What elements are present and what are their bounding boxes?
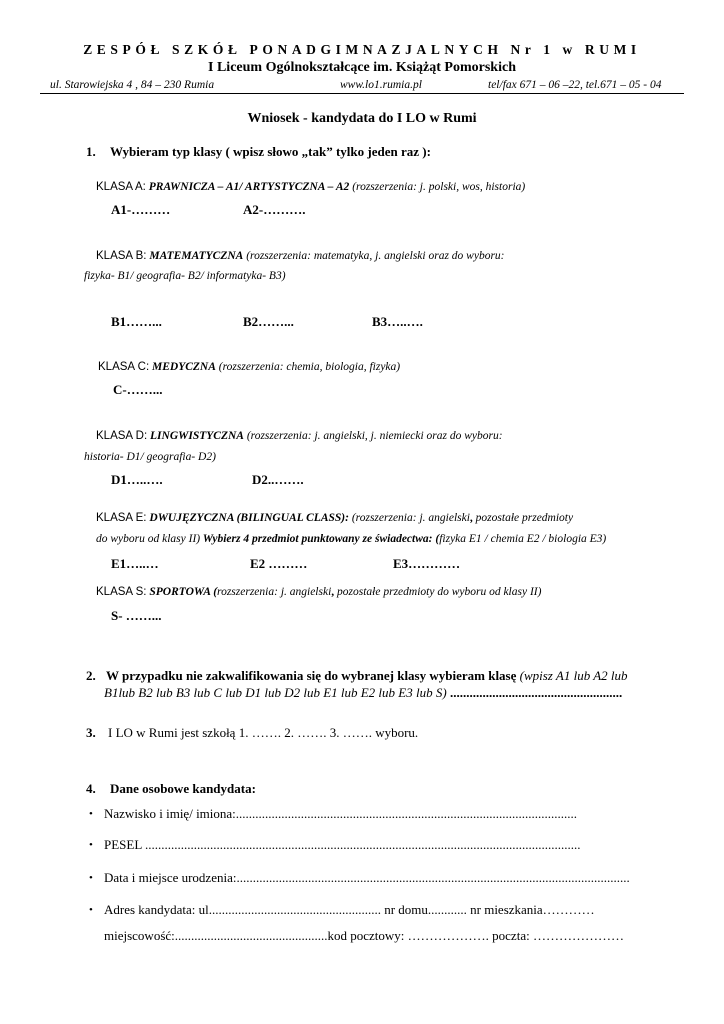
school-name: ZESPÓŁ SZKÓŁ PONADGIMNAZJALNYCH Nr 1 w RUMI bbox=[83, 42, 641, 57]
class-a-name: PRAWNICZA – A1/ ARTYSTYCZNA – A2 bbox=[148, 181, 350, 193]
class-c-name: MEDYCZNA bbox=[152, 361, 216, 373]
section2-number: 2. bbox=[86, 668, 96, 683]
class-d-option-d2[interactable]: D2..……. bbox=[252, 472, 304, 487]
class-c-line bbox=[98, 361, 400, 373]
class-c-label: KLASA C: bbox=[98, 361, 150, 373]
form-title: Wniosek - kandydata do I LO w Rumi bbox=[247, 111, 477, 126]
school-website: www.lo1.rumia.pl bbox=[340, 79, 422, 91]
bullet-icon: • bbox=[89, 872, 93, 884]
section2-blank[interactable]: ..................................................... bbox=[446, 685, 623, 700]
section3-text[interactable]: I LO w Rumi jest szkołą 1. ……. 2. ……. 3. ……. wyboru. bbox=[108, 725, 419, 740]
birth-field[interactable]: Data i miejsce urodzenia:......................................................................................................................... bbox=[104, 870, 630, 885]
lyceum-name: I Liceum Ogólnokształcące im. Książąt Pomorskich bbox=[208, 60, 516, 75]
section2-line2 bbox=[104, 685, 622, 701]
class-e-line2-start: do wyboru od klasy II) bbox=[96, 533, 201, 545]
section2-line1 bbox=[106, 668, 628, 684]
class-e-line2 bbox=[96, 533, 606, 545]
section1-number: 1. bbox=[86, 144, 96, 159]
class-e-option-e3[interactable]: E3………… bbox=[393, 556, 461, 571]
class-s-option[interactable]: S- ……... bbox=[111, 608, 162, 623]
class-d-name: LINGWISTYCZNA bbox=[150, 430, 244, 442]
name-field[interactable]: Nazwisko i imię/ imiona:......................................................................................................... bbox=[104, 806, 578, 821]
class-e-option-e1[interactable]: E1…..… bbox=[111, 556, 159, 571]
class-e-line2-bold: Wybierz 4 przedmiot punktowany ze świadectwa: ( bbox=[200, 533, 440, 545]
class-b-option-b1[interactable]: B1……... bbox=[111, 314, 162, 329]
class-s-line bbox=[96, 586, 541, 598]
class-s-label: KLASA S: bbox=[96, 586, 147, 598]
class-e-line bbox=[96, 512, 573, 524]
class-b-option-b2[interactable]: B2……... bbox=[243, 314, 294, 329]
class-b-label: KLASA B: bbox=[96, 250, 147, 262]
class-a-label: KLASA A: bbox=[96, 181, 146, 193]
class-b-line bbox=[96, 250, 505, 262]
class-b-name: MATEMATYCZNA bbox=[149, 250, 244, 262]
school-address: ul. Starowiejska 4 , 84 – 230 Rumia bbox=[50, 79, 215, 91]
class-d-desc2: historia- D1/ geografia- D2) bbox=[84, 451, 216, 463]
class-a-desc: (rozszerzenia: j. polski, wos, historia) bbox=[352, 181, 526, 193]
section1-heading: Wybieram typ klasy ( wpisz słowo „tak” tylko jeden raz ): bbox=[110, 144, 431, 159]
class-s-desc-rest: pozostałe przedmioty do wyboru od klasy II) bbox=[334, 586, 542, 598]
class-e-name: DWUJĘZYCZNA (BILINGUAL CLASS): bbox=[149, 512, 349, 524]
pesel-field[interactable]: PESEL ...................................................................................................................................... bbox=[104, 837, 581, 852]
class-d-label: KLASA D: bbox=[96, 430, 148, 442]
class-d-option-d1[interactable]: D1…..…. bbox=[111, 472, 163, 487]
class-b-desc2: fizyka- B1/ geografia- B2/ informatyka- B3) bbox=[84, 270, 286, 282]
class-c-option[interactable]: C-……... bbox=[113, 382, 163, 397]
header-divider bbox=[40, 93, 684, 94]
section2-hint1: (wpisz A1 lub A2 lub bbox=[519, 668, 628, 683]
section4-heading: Dane osobowe kandydata: bbox=[110, 781, 256, 796]
class-b-desc: (rozszerzenia: matematyka, j. angielski oraz do wyboru: bbox=[246, 250, 505, 262]
section2-hint2: B1lub B2 lub B3 lub C lub D1 lub D2 lub E1 lub E2 lub E3 lub S) bbox=[104, 685, 447, 700]
class-e-option-e2[interactable]: E2 ……… bbox=[250, 556, 308, 571]
class-s-desc: rozszerzenia: j. angielski bbox=[217, 586, 332, 598]
class-e-desc: (rozszerzenia: j. angielski bbox=[351, 512, 470, 524]
class-s-comma: , bbox=[331, 586, 335, 598]
section2-text: W przypadku nie zakwalifikowania się do wybranej klasy wybieram klasę bbox=[106, 668, 517, 683]
bullet-icon: • bbox=[89, 904, 93, 916]
class-d-line bbox=[96, 430, 503, 442]
class-a-line bbox=[96, 181, 525, 193]
class-e-comma: , bbox=[469, 512, 473, 524]
bullet-icon: • bbox=[89, 839, 93, 851]
class-c-desc: (rozszerzenia: chemia, biologia, fizyka) bbox=[218, 361, 401, 373]
section3-number: 3. bbox=[86, 725, 96, 740]
class-a-option-a2[interactable]: A2-………. bbox=[243, 202, 306, 217]
city-postal-field[interactable]: miejscowość:...............................................kod pocztowy: ………………. poczta: ………………… bbox=[104, 928, 624, 943]
class-e-line2-end: fizyka E1 / chemia E2 / biologia E3) bbox=[439, 533, 607, 545]
class-d-desc: (rozszerzenia: j. angielski, j. niemiecki oraz do wyboru: bbox=[246, 430, 503, 442]
address-field[interactable]: Adres kandydata: ul..................................................... nr domu............ nr mieszkania………… bbox=[104, 902, 595, 917]
class-e-desc-rest: pozostałe przedmioty bbox=[472, 512, 574, 524]
bullet-icon: • bbox=[89, 808, 93, 820]
school-phone: tel/fax 671 – 06 –22, tel.671 – 05 - 04 bbox=[488, 79, 662, 91]
class-s-name: SPORTOWA ( bbox=[149, 586, 218, 598]
class-a-option-a1[interactable]: A1-……… bbox=[111, 202, 171, 217]
section4-number: 4. bbox=[86, 781, 96, 796]
class-e-label: KLASA E: bbox=[96, 512, 147, 524]
class-b-option-b3[interactable]: B3…..…. bbox=[372, 314, 423, 329]
